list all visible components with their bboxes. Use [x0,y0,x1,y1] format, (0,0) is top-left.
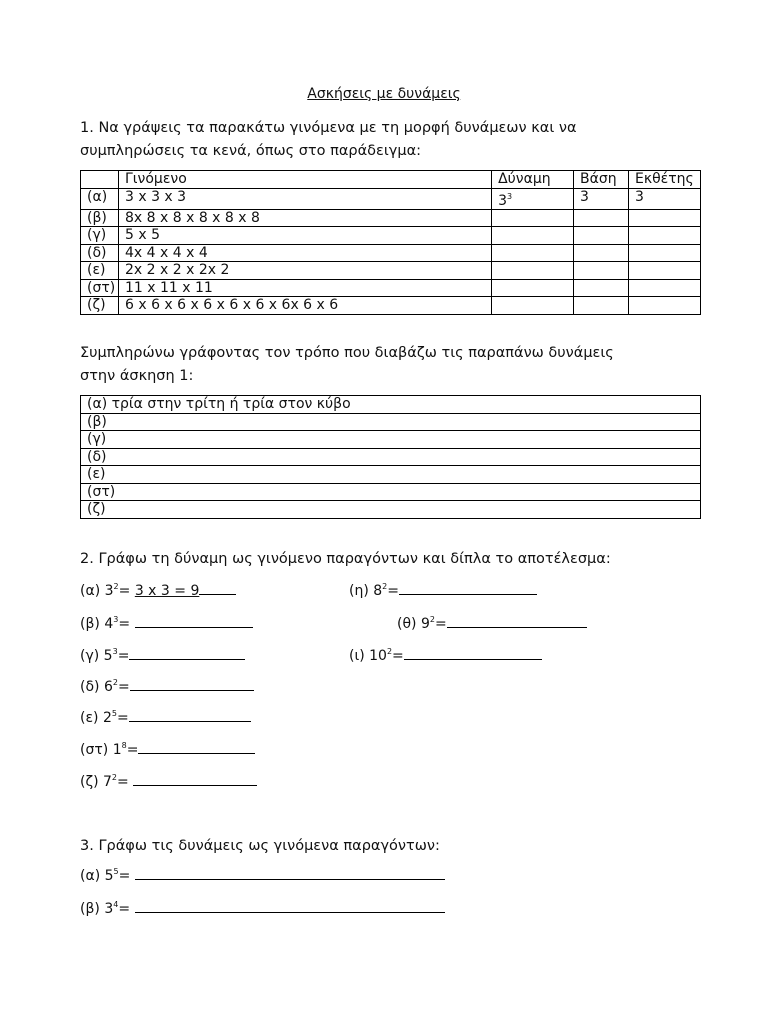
answer-blank[interactable] [135,867,445,880]
reading-cell[interactable]: (γ) [81,431,701,449]
power-cell[interactable] [492,188,574,209]
power-cell[interactable] [492,227,574,245]
exercise-2-item: (ε) $2^5=$ [80,709,251,726]
exponent-cell[interactable] [628,279,700,297]
item-label: (δ) [80,679,100,695]
exponent-cell[interactable]: 3 [628,188,700,209]
exercise-3-item: (α) $5^5=$ [80,867,445,884]
exponent-cell[interactable] [628,227,700,245]
answer-blank[interactable] [447,615,587,628]
item-label: (ε) [80,710,99,726]
table-row [81,396,701,414]
reading-cell[interactable]: (δ) [81,448,701,466]
item-label: (ζ) [80,774,99,790]
exercise-2-item: (β) $4^3=$ [80,615,253,632]
exponent-cell[interactable] [628,209,700,227]
page-title: Ασκήσεις με δυνάμεις [307,86,461,102]
base-cell[interactable] [574,244,629,262]
table-row [81,227,701,245]
reading-cell[interactable]: (β) [81,413,701,431]
powers-table [80,170,701,315]
item-base: 4 [104,616,114,632]
item-base: 2 [102,710,112,726]
power-cell[interactable] [492,297,574,315]
table-row [81,188,701,209]
answer-blank[interactable] [404,647,542,660]
item-label: (θ) [397,616,417,632]
answer-blank[interactable] [129,709,251,722]
item-base: 10 [369,648,387,664]
item-label: (ι) [349,648,365,664]
answer-blank[interactable] [130,678,254,691]
power-exponent: 3 [507,191,513,201]
item-exponent: 3 [113,615,119,624]
exercise-2-item: (δ) $6^2=$ [80,678,254,695]
answer-blank[interactable] [138,741,255,754]
exercise-2-item: (α) $3^2= 3$ x 3 = 9 [80,582,236,599]
power-cell[interactable] [492,209,574,227]
power-cell[interactable] [492,279,574,297]
row-label: (ε) [81,262,119,280]
item-base: 7 [103,774,112,790]
answer-blank[interactable] [135,615,253,628]
product-cell: 6 x 6 x 6 x 6 x 6 x 6 x 6x 6 x 6 [118,297,491,315]
item-exponent: 2 [386,647,393,656]
item-exponent: 8 [121,741,127,750]
reading-cell[interactable]: (ζ) [81,501,701,519]
base-cell[interactable] [574,279,629,297]
product-cell: 5 x 5 [118,227,491,245]
item-exponent: 2 [112,678,118,687]
exercise-3-item: (β) $3^4=$ [80,900,445,917]
exercise-2-item: (ζ) $7^2=$ [80,773,257,790]
table-row [81,297,701,315]
header-cell-power: Δύναμη [492,171,574,189]
table-row [81,501,701,519]
row-label: (δ) [81,244,119,262]
answer-blank[interactable] [135,900,445,913]
item-exponent: 5 [113,867,119,876]
exponent-cell[interactable] [628,244,700,262]
item-base: 3 [104,583,114,599]
exercise-2-item: (στ) $1^8=$ [80,741,255,758]
item-base: 5 [104,868,114,884]
power-base: 3 [498,192,508,209]
reading-cell[interactable]: (α) τρία στην τρίτη ή τρία στον κύβο [81,396,701,414]
item-label: (β) [80,616,100,632]
base-cell[interactable] [574,262,629,280]
product-cell: 11 x 11 x 11 [118,279,491,297]
power-cell[interactable] [492,262,574,280]
exercise-1-line-2: συμπληρώσεις τα κενά, όπως στο παράδειγμα: [80,143,422,159]
exercise-1-line-1: 1. Να γράψεις τα παρακάτω γινόμενα με τη μορφή δυνάμεων και να [80,120,577,136]
table-row [81,483,701,501]
item-exponent: 3 [112,647,118,656]
answer-blank[interactable] [399,582,537,595]
item-label: (γ) [80,648,100,664]
exercise-2-item: (θ) $9^2=$ [397,615,587,632]
item-label: (α) [80,868,101,884]
item-base: 3 [104,901,114,917]
row-label: (ζ) [81,297,119,315]
product-cell: 8x 8 x 8 x 8 x 8 x 8 [118,209,491,227]
item-base: 8 [373,583,383,599]
item-base: 9 [420,616,430,632]
item-exponent: 2 [111,773,118,782]
exercise-2-heading: 2. Γράφω τη δύναμη ως γινόμενο παραγόντων και δίπλα το αποτέλεσμα: [80,551,611,567]
reading-instructions [80,342,614,388]
header-cell-product: Γινόμενο [118,171,491,189]
item-label: (α) [80,583,101,599]
exponent-cell[interactable] [628,297,700,315]
header-cell-label [81,171,119,189]
exercise-1-instructions [80,117,577,163]
reading-cell[interactable]: (ε) [81,466,701,484]
table-row [81,244,701,262]
reading-cell[interactable]: (στ) [81,483,701,501]
item-label: (στ) [80,742,109,758]
item-exponent: 2 [113,582,119,591]
base-cell[interactable]: 3 [574,188,629,209]
answer-blank[interactable] [129,647,245,660]
item-label: (β) [80,901,100,917]
reading-line-1: Συμπληρώνω γράφοντας τον τρόπο που διαβάζω τις παραπάνω δυνάμεις [80,345,614,361]
row-label: (α) [81,188,119,209]
table-row [81,262,701,280]
table-row [81,413,701,431]
exercise-3-heading: 3. Γράφω τις δυνάμεις ως γινόμενα παραγόντων: [80,838,440,854]
item-exponent: 4 [113,900,119,909]
example-answer: 3 x 3 = 9 [134,583,200,599]
item-exponent: 2 [429,615,435,624]
base-cell[interactable] [574,209,629,227]
product-cell: 4x 4 x 4 x 4 [118,244,491,262]
item-exponent: 2 [382,582,388,591]
table-row [81,279,701,297]
row-label: (β) [81,209,119,227]
table-header-row [81,171,701,189]
exercise-2-item: (η) $8^2=$ [349,582,537,599]
answer-blank[interactable] [133,773,257,786]
item-base: 5 [103,648,113,664]
answer-blank[interactable] [199,582,236,595]
power-cell[interactable] [492,244,574,262]
product-cell: 2x 2 x 2 x 2x 2 [118,262,491,280]
table-row [81,466,701,484]
exercise-2-item: (ι) $10^2=$ [349,647,542,664]
item-base: 1 [112,742,122,758]
table-row [81,209,701,227]
product-cell: 3 x 3 x 3 [118,188,491,209]
item-label: (η) [349,583,369,599]
reading-table [80,395,701,519]
item-base: 6 [103,679,113,695]
row-label: (στ) [81,279,119,297]
reading-line-2: στην άσκηση 1: [80,368,194,384]
header-cell-base: Βάση [574,171,629,189]
base-cell[interactable] [574,297,629,315]
table-row [81,448,701,466]
row-label: (γ) [81,227,119,245]
exercise-2-item: (γ) $5^3=$ [80,647,245,664]
header-cell-exponent: Εκθέτης [628,171,700,189]
table-row [81,431,701,449]
item-exponent: 5 [111,709,117,718]
exponent-cell[interactable] [628,262,700,280]
base-cell[interactable] [574,227,629,245]
